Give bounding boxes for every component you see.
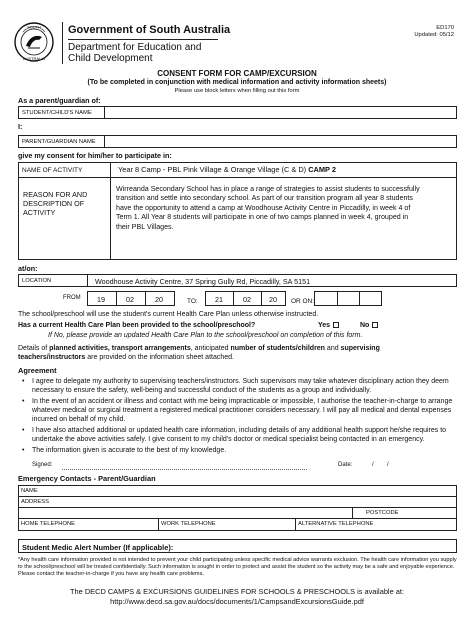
school-use-hcp-text: The school/preschool will use the student's current Health Care Plan unless otherwise instructed.	[18, 311, 319, 318]
from-month-value: 02	[126, 295, 134, 304]
or-on-year-field[interactable]	[359, 291, 382, 306]
reason-line: transition and settle into secondary school. As part of our transition program all year 8 students	[116, 194, 413, 203]
to-day-value: 21	[215, 295, 223, 304]
alt-tel-divider	[295, 518, 296, 531]
as-parent-label: As a parent/guardian of:	[18, 96, 101, 105]
to-month-field[interactable]	[233, 291, 262, 306]
from-year-value: 20	[155, 295, 163, 304]
form-subtitle: (To be completed in conjunction with medical information and activity information sheets)	[87, 79, 387, 86]
student-name-label: STUDENT/CHILD'S NAME	[22, 110, 92, 116]
reason-label-2: DESCRIPTION OF	[23, 199, 85, 208]
work-tel-divider	[158, 518, 159, 531]
i-label: I:	[18, 122, 23, 131]
alternative-telephone-label[interactable]: ALTERNATIVE TELEPHONE	[298, 521, 374, 527]
reason-line: have the opportunity to attend a camp at Woodhouse Activity Centre in Piccadilly, in week 4 of	[116, 203, 411, 212]
parent-name-label: PARENT/GUARDIAN NAME	[22, 139, 96, 145]
give-consent-label: give my consent for him/her to participate in:	[18, 151, 172, 160]
reason-label-1: REASON FOR AND	[23, 190, 88, 199]
activity-name-label: NAME OF ACTIVITY	[22, 167, 83, 174]
from-day-value: 19	[97, 295, 105, 304]
to-month-value: 02	[243, 295, 251, 304]
reason-line: Term 1. All Year 8 students will participate in one of two camps planned in week 4, grouped in	[116, 213, 409, 222]
medic-alert-label: Student Medic Alert Number (If applicable):	[22, 543, 174, 552]
emergency-address-label[interactable]: ADDRESS	[21, 499, 50, 505]
or-on-month-field[interactable]	[337, 291, 360, 306]
hcp-question: Has a current Health Care Plan been provided to the school/preschool?	[18, 322, 256, 329]
to-year-value: 20	[269, 295, 277, 304]
activity-reason-label-cell	[18, 178, 111, 260]
location-label: LOCATION	[22, 278, 52, 284]
date-field[interactable]: / /	[372, 462, 389, 468]
block-letters-note: Please use block letters when filling out this form	[174, 88, 300, 94]
header-rule	[68, 39, 218, 40]
emergency-rule	[18, 507, 457, 508]
piping-shrike-seal-icon	[14, 20, 54, 64]
from-label: FROM	[63, 295, 81, 301]
department-line-1: Department for Education and	[68, 42, 202, 53]
reason-line: Wirreanda Secondary School has in place a range of strategies to assist students to successfully	[116, 185, 420, 193]
agreement-heading: Agreement	[18, 366, 57, 375]
details-text: are provided on the information sheet attached.	[87, 354, 234, 361]
activity-camp-label: CAMP 2	[308, 165, 337, 174]
signature-line[interactable]	[62, 469, 307, 470]
emergency-rule	[18, 496, 457, 497]
hcp-no-option[interactable]	[360, 321, 378, 330]
activity-name-value[interactable]	[118, 165, 336, 174]
yes-label: Yes	[318, 322, 331, 329]
agreement-item: • In the event of an accident or illness and contact with me being impracticable or impossible, I authorise the teacher-in-charge to arrange whatever medical or surgical treatment a registered medical practitioner considers necessary. I will pay all medical and dental expenses incurred on behalf of my child.	[18, 397, 458, 424]
home-telephone-label[interactable]: HOME TELEPHONE	[21, 521, 76, 527]
details-bold-activities: planned activities, transport arrangements	[49, 345, 191, 352]
reason-label-3: ACTIVITY	[23, 208, 56, 217]
form-title: CONSENT FORM FOR CAMP/EXCURSION	[157, 69, 317, 78]
details-text: and	[326, 345, 339, 352]
to-year-field[interactable]	[261, 291, 286, 306]
svg-text:AUSTRALIA: AUSTRALIA	[22, 56, 46, 61]
no-checkbox[interactable]	[372, 322, 378, 328]
to-label: TO:	[187, 298, 198, 305]
form-code: ED170	[436, 25, 454, 31]
to-day-field[interactable]	[205, 291, 234, 306]
date-label: Date:	[338, 462, 353, 468]
agreement-item: • I have also attached additional or updated health care information, including details of any additional health support he/she requires to undertake the above activities safely. I give consent to my child's doctor or medical specialist being contacted in an emergency.	[18, 426, 458, 444]
logo-divider	[62, 22, 63, 64]
location-value[interactable]: Woodhouse Activity Centre, 37 Spring Gully Rd, Piccadilly, SA 5151	[95, 277, 311, 286]
svg-text:SOUTH: SOUTH	[27, 24, 41, 30]
confidentiality-note: *Any health care information provided is not intended to prevent your child participating unless specific medical advice warrants exclusion. The health care information you supply to the school/preschool will be treated confidentially. Such information is sought in order to protect and assist the student so the activity may be a safe and enjoyable experience. Please contact the teacher-in-charge if you have any health care problems.	[18, 557, 457, 577]
government-logo	[14, 20, 54, 64]
from-day-field[interactable]	[87, 291, 117, 306]
government-name: Government of South Australia	[68, 24, 231, 36]
details-text: Details of	[18, 345, 48, 352]
reason-line: their PBL Villages.	[116, 222, 174, 231]
no-label: No	[360, 322, 370, 329]
details-bold-supervising: supervising	[340, 345, 380, 352]
postcode-divider	[352, 507, 353, 518]
or-on-day-field[interactable]	[314, 291, 338, 306]
details-bold-teachers: teachers/instructors	[18, 354, 86, 361]
from-year-field[interactable]	[145, 291, 175, 306]
emergency-rule	[18, 518, 457, 519]
at-on-label: at/on:	[18, 264, 38, 273]
emergency-name-label[interactable]: NAME	[21, 488, 38, 494]
guidelines-link[interactable]: http://www.decd.sa.gov.au/docs/documents/1/CampsandExcursionsGuide.pdf	[110, 597, 364, 606]
activity-name-label-cell	[18, 162, 111, 178]
details-bold-students: number of students/children	[230, 345, 325, 352]
or-on-label: OR ON:	[291, 298, 315, 305]
activity-name-text: Year 8 Camp - PBL Pink Village & Orange Village (C & D)	[118, 165, 307, 174]
agreement-list	[18, 377, 458, 457]
medic-alert-field[interactable]	[18, 539, 457, 553]
guidelines-text: The DECD CAMPS & EXCURSIONS GUIDELINES FOR SCHOOLS & PRESCHOOLS is available at:	[70, 587, 404, 596]
parent-name-label-divider	[18, 135, 105, 148]
agreement-item: • The information given is accurate to the best of my knowledge.	[18, 446, 458, 455]
if-no-instruction: If No, please provide an updated Health Care Plan to the school/preschool on completion of this form.	[48, 332, 363, 339]
from-month-field[interactable]	[116, 291, 146, 306]
yes-checkbox[interactable]	[333, 322, 339, 328]
updated-date: Updated: 05/12	[414, 32, 454, 38]
student-name-label-divider	[18, 106, 105, 119]
emergency-table	[18, 485, 457, 531]
hcp-yes-option[interactable]	[318, 321, 339, 330]
emergency-postcode-label[interactable]: POSTCODE	[366, 510, 399, 516]
department-line-2: Child Development	[68, 53, 153, 64]
work-telephone-label[interactable]: WORK TELEPHONE	[161, 521, 216, 527]
details-paragraph	[18, 344, 458, 362]
location-label-cell	[18, 274, 88, 287]
signed-label: Signed:	[32, 462, 53, 468]
details-text: , anticipated	[190, 345, 229, 352]
agreement-item: • I agree to delegate my authority to supervising teachers/instructors. Such supervisors may take whatever disciplinary action they deem necessary to ensure the safety, well-being and successful conduct of the students as a group and individually.	[18, 377, 458, 395]
activity-reason-text[interactable]	[116, 185, 454, 232]
emergency-heading: Emergency Contacts - Parent/Guardian	[18, 474, 156, 483]
